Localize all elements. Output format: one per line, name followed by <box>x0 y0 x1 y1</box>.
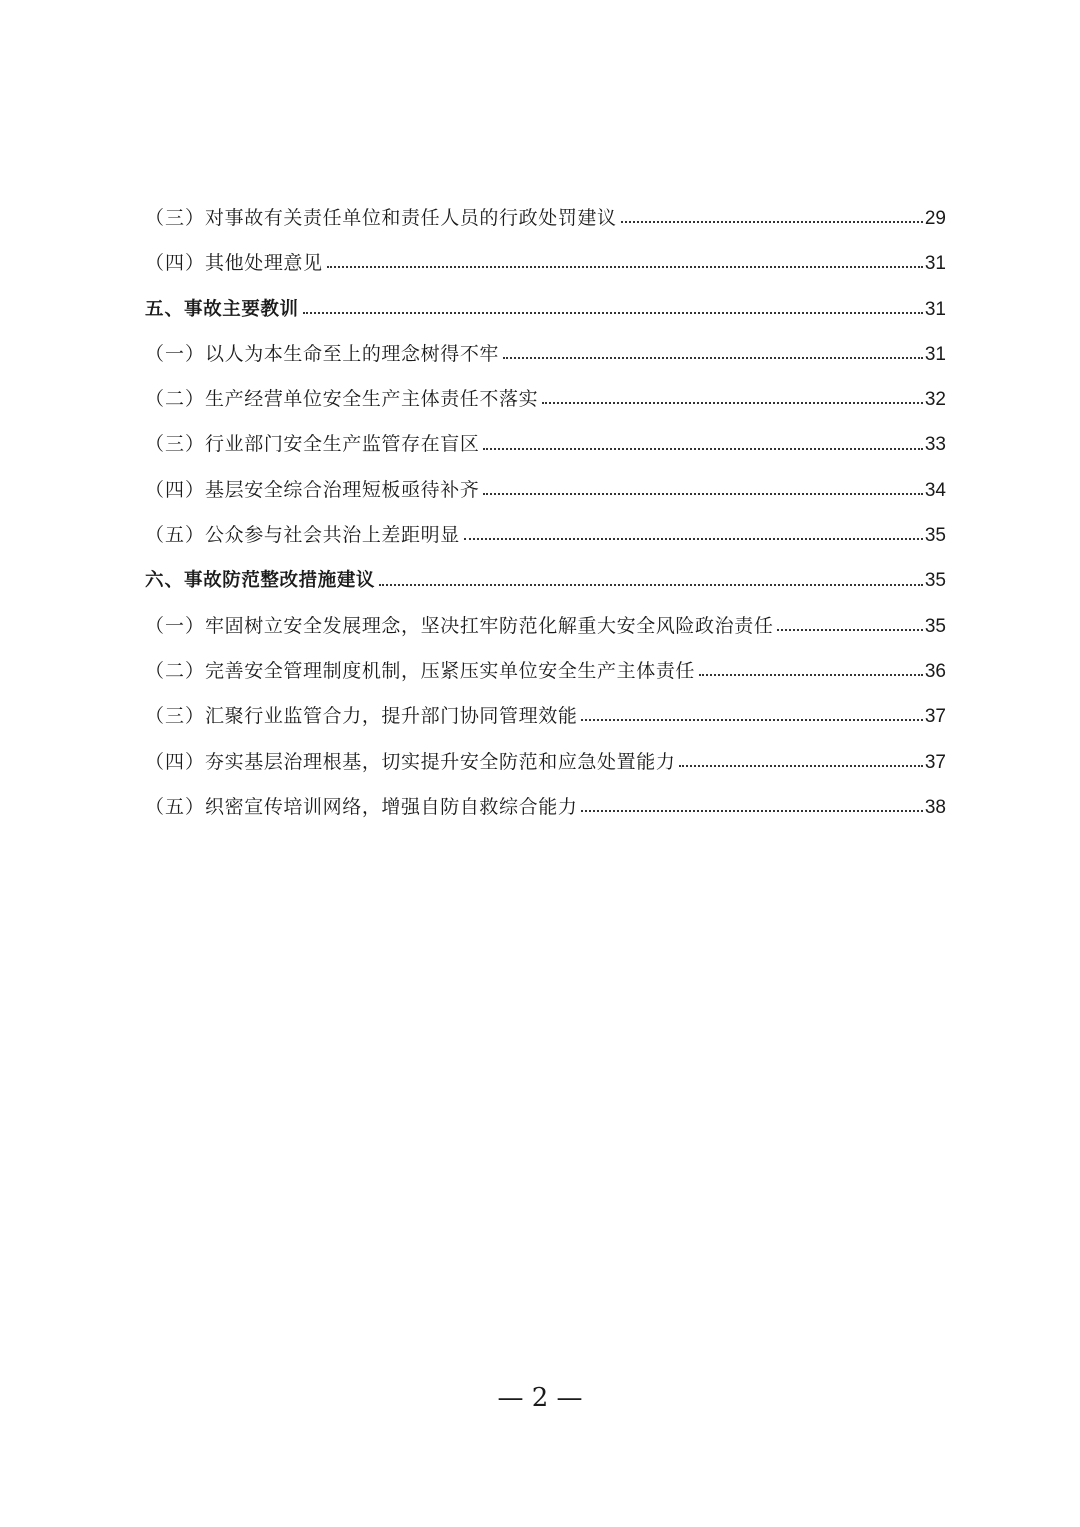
toc-entry-title: 公众参与社会共治上差距明显 <box>205 524 460 547</box>
toc-entry-prefix: 五、 <box>145 298 185 320</box>
toc-entry[interactable] <box>145 694 946 739</box>
toc-entry-prefix: （一） <box>145 342 206 365</box>
toc-entry-page-number: 31 <box>924 343 946 365</box>
toc-entry-prefix: （二） <box>145 388 206 411</box>
toc-entry-title: 事故主要教训 <box>184 298 299 320</box>
toc-entry-title: 行业部门安全生产监管存在盲区 <box>205 433 480 456</box>
toc-entry[interactable] <box>145 287 946 332</box>
toc-dot-leader <box>503 354 923 359</box>
toc-dot-leader <box>581 716 922 721</box>
toc-entry-prefix: （四） <box>145 750 206 773</box>
table-of-contents <box>145 196 946 830</box>
toc-entry-title: 生产经营单位安全生产主体责任不落实 <box>205 388 539 411</box>
toc-entry-page-number: 37 <box>924 706 946 728</box>
toc-dot-leader <box>379 581 923 586</box>
toc-entry-prefix: （五） <box>145 524 206 547</box>
toc-entry-page-number: 31 <box>924 253 946 275</box>
toc-entry-title: 以人为本生命至上的理念树得不牢 <box>205 342 500 365</box>
toc-dot-leader <box>699 671 923 676</box>
toc-entry[interactable] <box>145 241 946 286</box>
toc-dot-leader <box>483 445 922 450</box>
toc-entry-page-number: 34 <box>924 479 946 501</box>
toc-entry-title: 对事故有关责任单位和责任人员的行政处罚建议 <box>205 207 617 229</box>
toc-entry-prefix: （三） <box>145 705 206 728</box>
toc-entry[interactable] <box>145 332 946 377</box>
toc-entry[interactable] <box>145 468 946 513</box>
toc-entry-prefix: （四） <box>145 252 206 275</box>
toc-entry-page-number: 29 <box>924 208 946 229</box>
toc-dot-leader <box>679 762 922 767</box>
toc-entry-title: 其他处理意见 <box>205 252 323 275</box>
toc-dot-leader <box>464 535 923 540</box>
page-number-footer: — 2 — <box>497 1383 583 1413</box>
toc-dot-leader <box>777 626 922 631</box>
toc-entry-page-number: 38 <box>924 796 946 818</box>
toc-entry-prefix: （二） <box>145 659 206 682</box>
toc-entry-prefix: （一） <box>145 614 206 637</box>
toc-entry-page-number: 37 <box>924 751 946 773</box>
toc-entry-prefix: （三） <box>145 207 206 229</box>
toc-entry-page-number: 32 <box>924 389 946 411</box>
toc-entry-title: 事故防范整改措施建议 <box>184 570 376 592</box>
toc-entry[interactable] <box>145 558 946 603</box>
toc-entry-prefix: （三） <box>145 433 206 456</box>
toc-entry[interactable] <box>145 377 946 422</box>
toc-dot-leader <box>483 490 922 495</box>
toc-entry-title: 完善安全管理制度机制，压紧压实单位安全生产主体责任 <box>205 659 696 682</box>
toc-entry-title: 基层安全综合治理短板亟待补齐 <box>205 478 480 501</box>
toc-dot-leader <box>327 263 923 268</box>
toc-entry[interactable] <box>145 785 946 830</box>
toc-entry-page-number: 33 <box>924 434 946 456</box>
toc-entry-page-number: 35 <box>924 615 946 637</box>
toc-dot-leader <box>303 309 923 314</box>
toc-entry[interactable] <box>145 604 946 649</box>
toc-entry-title: 牢固树立安全发展理念，坚决扛牢防范化解重大安全风险政治责任 <box>205 614 774 637</box>
toc-dot-leader <box>542 399 923 404</box>
toc-entry-prefix: 六、 <box>145 570 185 592</box>
toc-entry[interactable] <box>145 196 946 241</box>
toc-dot-leader <box>621 218 923 223</box>
toc-entry-page-number: 31 <box>924 298 946 320</box>
toc-entry[interactable] <box>145 740 946 785</box>
toc-entry-title: 织密宣传培训网络，增强自防自救综合能力 <box>205 795 578 818</box>
toc-entry-title: 夯实基层治理根基，切实提升安全防范和应急处置能力 <box>205 750 676 773</box>
toc-entry-prefix: （五） <box>145 795 206 818</box>
toc-entry[interactable] <box>145 649 946 694</box>
toc-entry[interactable] <box>145 422 946 467</box>
toc-entry-prefix: （四） <box>145 478 206 501</box>
toc-entry-title: 汇聚行业监管合力，提升部门协同管理效能 <box>205 705 578 728</box>
toc-entry-page-number: 36 <box>924 660 946 682</box>
toc-entry-page-number: 35 <box>924 525 946 547</box>
toc-entry-page-number: 35 <box>924 570 946 592</box>
toc-dot-leader <box>581 807 922 812</box>
toc-entry[interactable] <box>145 513 946 558</box>
